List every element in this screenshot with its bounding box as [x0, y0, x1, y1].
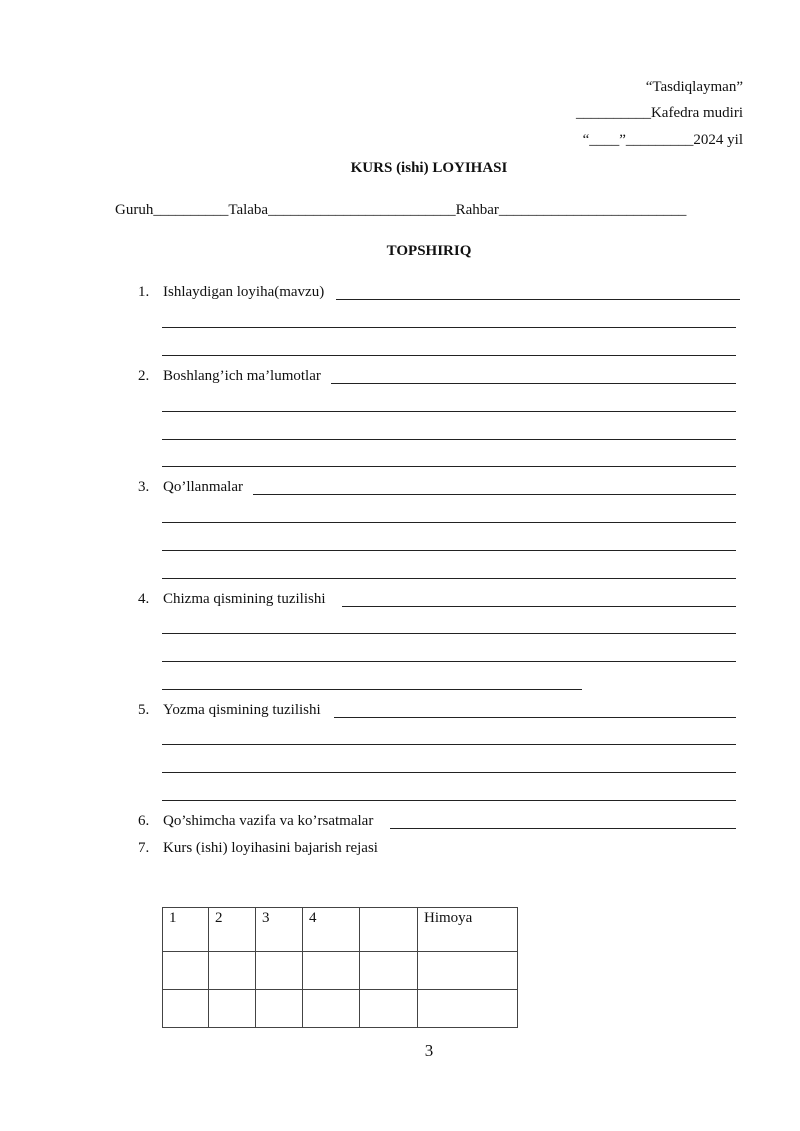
plan-table-cell[interactable] — [163, 952, 209, 990]
plan-table-cell[interactable] — [303, 990, 360, 1028]
approval-date: “____”_________2024 yil — [582, 132, 743, 148]
item-7-label: Kurs (ishi) loyihasini bajarish rejasi — [163, 840, 378, 856]
item-5-number: 5. — [138, 702, 150, 718]
plan-table-cell[interactable] — [209, 990, 256, 1028]
item-5-blank-line[interactable] — [162, 800, 736, 801]
plan-table-cell[interactable] — [418, 952, 518, 990]
plan-table-cell[interactable] — [209, 952, 256, 990]
item-5-label: Yozma qismining tuzilishi — [163, 702, 321, 718]
item-7-number: 7. — [138, 840, 150, 856]
plan-table-header-row — [163, 908, 518, 952]
approval-title: “Tasdiqlayman” — [645, 79, 743, 95]
item-6-fill-line[interactable] — [390, 828, 736, 829]
item-5-blank-line[interactable] — [162, 772, 736, 773]
item-1-number: 1. — [138, 284, 150, 300]
item-4-blank-line[interactable] — [162, 633, 736, 634]
plan-table-header-cell: 3 — [256, 908, 303, 952]
item-5-fill-line[interactable] — [334, 717, 736, 718]
plan-table-cell[interactable] — [256, 990, 303, 1028]
item-2-fill-line[interactable] — [331, 383, 736, 384]
page-number: 3 — [424, 1041, 434, 1060]
plan-table-cell[interactable] — [303, 952, 360, 990]
item-6-label: Qo’shimcha vazifa va ko’rsatmalar — [163, 813, 374, 829]
item-2-blank-line[interactable] — [162, 411, 736, 412]
table-row — [163, 990, 518, 1028]
approval-head: __________Kafedra mudiri — [575, 105, 743, 121]
plan-table-cell[interactable] — [360, 990, 418, 1028]
item-1-blank-line[interactable] — [162, 327, 736, 328]
plan-table-header-cell: 4 — [303, 908, 360, 952]
plan-table — [162, 907, 518, 1028]
plan-table-cell[interactable] — [360, 952, 418, 990]
item-2-number: 2. — [138, 368, 150, 384]
item-2-blank-line[interactable] — [162, 466, 736, 467]
item-1-fill-line[interactable] — [336, 299, 740, 300]
table-row — [163, 952, 518, 990]
plan-table-header-cell-himoya: Himoya — [418, 908, 518, 952]
item-4-fill-line[interactable] — [342, 606, 736, 607]
item-3-number: 3. — [138, 479, 150, 495]
plan-table-header-cell: 2 — [209, 908, 256, 952]
item-5-blank-line[interactable] — [162, 744, 736, 745]
item-2-label: Boshlang’ich ma’lumotlar — [163, 368, 321, 384]
item-3-fill-line[interactable] — [253, 494, 736, 495]
item-2-blank-line[interactable] — [162, 439, 736, 440]
plan-table-header-cell — [360, 908, 418, 952]
item-3-blank-line[interactable] — [162, 550, 736, 551]
plan-table-header-cell: 1 — [163, 908, 209, 952]
guruh-talaba-rahbar-line: Guruh__________Talaba_________________________Rahbar_________________________ — [115, 202, 687, 218]
item-4-blank-line[interactable] — [162, 689, 582, 690]
item-4-blank-line[interactable] — [162, 661, 736, 662]
plan-table-cell[interactable] — [256, 952, 303, 990]
item-3-blank-line[interactable] — [162, 522, 736, 523]
section-title: TOPSHIRIQ — [386, 243, 472, 259]
plan-table-cell[interactable] — [163, 990, 209, 1028]
item-1-blank-line[interactable] — [162, 355, 736, 356]
document-title: KURS (ishi) LOYIHASI — [350, 160, 508, 176]
item-4-label: Chizma qismining tuzilishi — [163, 591, 326, 607]
item-6-number: 6. — [138, 813, 150, 829]
item-1-label: Ishlaydigan loyiha(mavzu) — [163, 284, 325, 300]
item-3-blank-line[interactable] — [162, 578, 736, 579]
item-4-number: 4. — [138, 591, 150, 607]
item-3-label: Qo’llanmalar — [163, 479, 243, 495]
plan-table-cell[interactable] — [418, 990, 518, 1028]
